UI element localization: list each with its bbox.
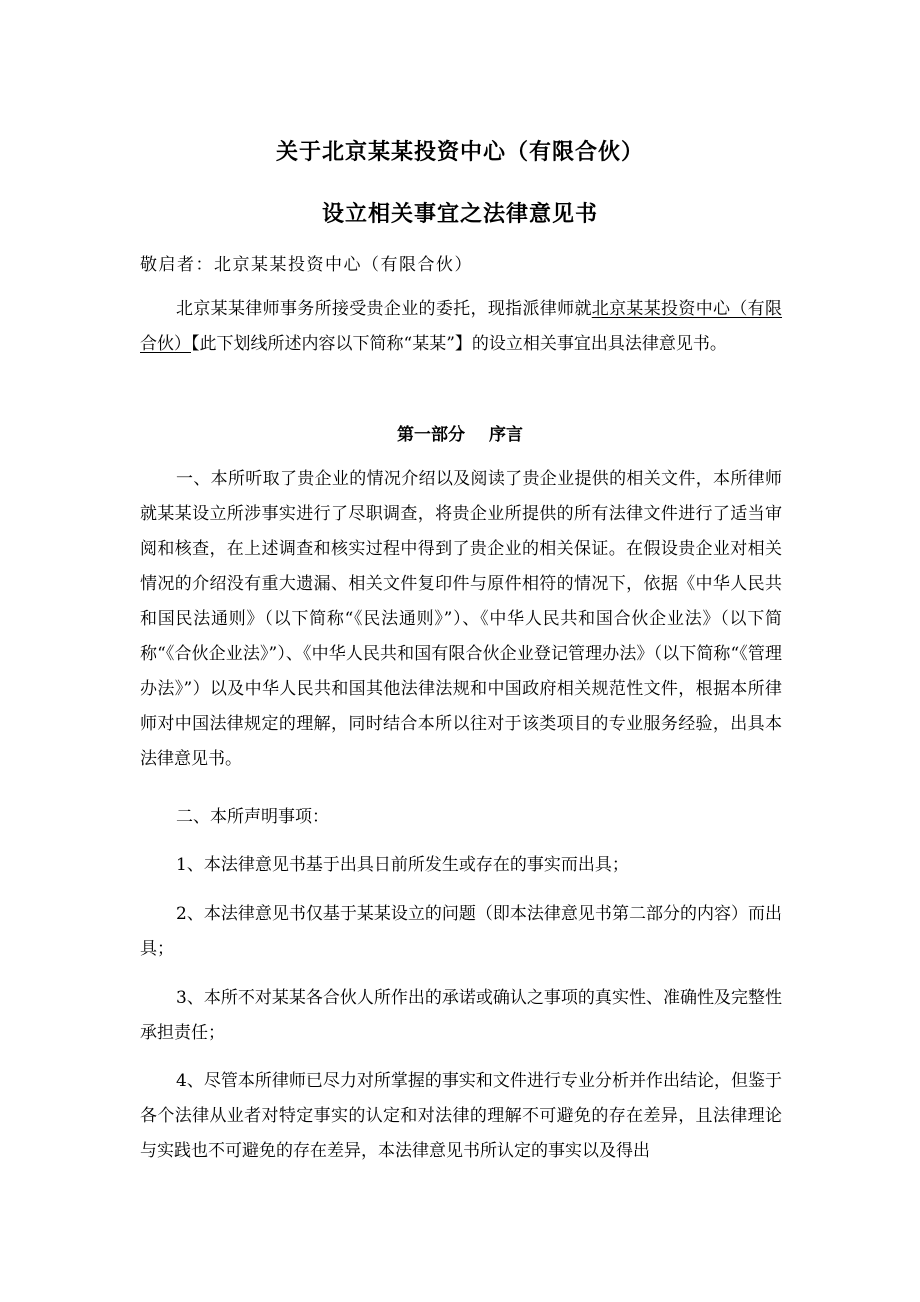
intro-text-before: 北京某某律师事务所接受贵企业的委托，现指派律师就	[176, 299, 592, 319]
section-label: 第一部分	[397, 425, 465, 445]
intro-paragraph	[140, 292, 782, 362]
document-title-line2: 设立相关事宜之法律意见书	[321, 201, 598, 227]
paragraph-2: 二、本所声明事项：	[176, 807, 329, 827]
intro-underlined-entity: 北京某某投资中心（有限合伙）	[140, 299, 783, 354]
salutation: 敬启者：北京某某投资中心（有限合伙）	[140, 255, 473, 275]
paragraph-1: 一、本所听取了贵企业的情况介绍以及阅读了贵企业提供的相关文件，本所律师就某某设立所涉事实进行了尽职调查，将贵企业所提供的所有法律文件进行了适当审阅和核查，在上述调查和核实过程中得到了贵企业的相关保证。在假设贵企业对相关情况的介绍没有重大遗漏、相关文件复印件与原件相符的情况下，依据《中华人民共和国民法通则》（以下简称“《民法通则》”）、《中华人民共和国合伙企业法》（以下简称“《合伙企业法》”）、《中华人民共和国有限合伙企业登记管理办法》（以下简称“《管理办法》”）以及中华人民共和国其他法律法规和中国政府相关规范性文件，根据本所律师对中国法律规定的理解，同时结合本所以往对于该类项目的专业服务经验，出具本法律意见书。	[140, 469, 782, 769]
section-name: 序言	[489, 425, 523, 445]
document-title-line1: 关于北京某某投资中心（有限合伙）	[275, 139, 644, 165]
paragraph-6: 4、尽管本所律师已尽力对所掌握的事实和文件进行专业分析并作出结论，但鉴于各个法律从业者对特定事实的认定和对法律的理解不可避免的存在差异，且法律理论与实践也不可避免的存在差异，本法律意见书所认定的事实以及得出	[140, 1071, 782, 1161]
paragraph-4: 2、本法律意见书仅基于某某设立的问题（即本法律意见书第二部分的内容）而出具；	[140, 904, 782, 959]
intro-text-after: 【此下划线所述内容以下简称“某某”】的设立相关事宜出具法律意见书。	[191, 334, 727, 354]
section-heading-part-one	[0, 420, 920, 445]
paragraph-3: 1、本法律意见书基于出具日前所发生或存在的事实而出具；	[176, 855, 629, 875]
paragraph-5: 3、本所不对某某各合伙人所作出的承诺或确认之事项的真实性、准确性及完整性承担责任；	[140, 988, 782, 1043]
